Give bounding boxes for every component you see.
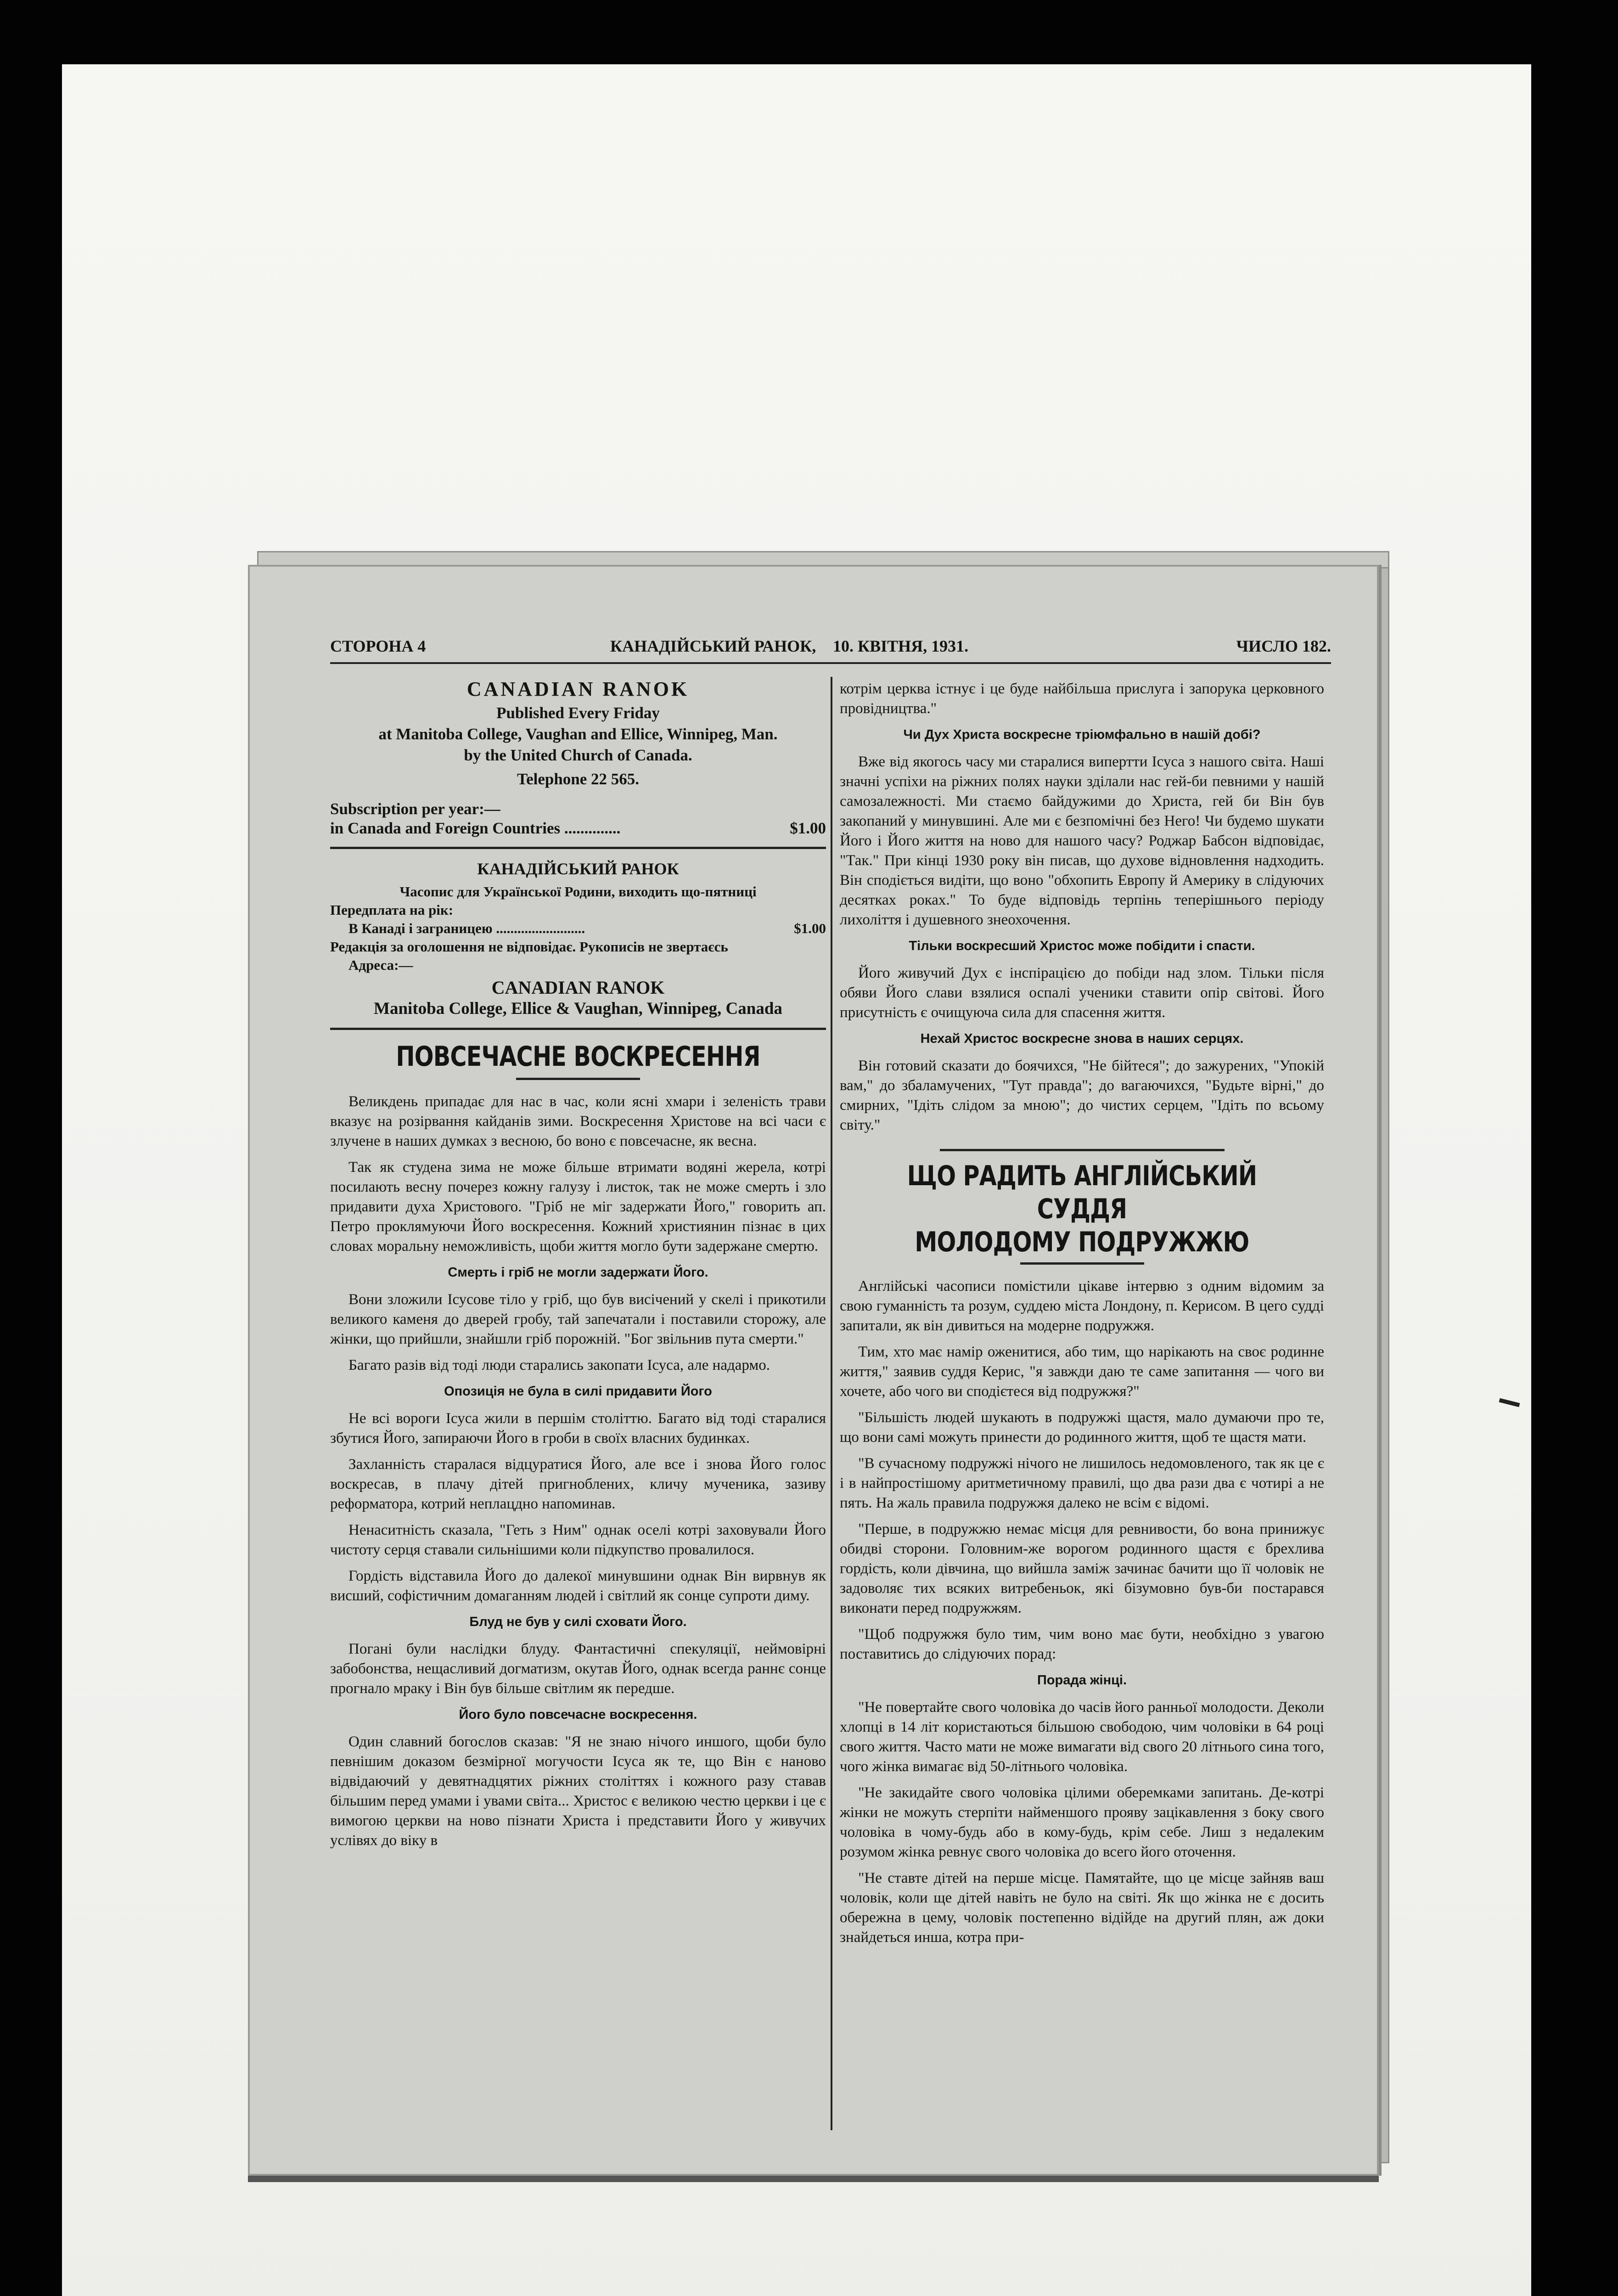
article2-headline-rule	[1020, 1262, 1144, 1265]
ua-note: Редакція за оголошення не відповідає. Рукописів не звертаєсь	[330, 939, 728, 955]
masthead-rule	[330, 847, 826, 849]
masthead-address: at Manitoba College, Vaughan and Ellice, Winnipeg, Man.	[378, 725, 778, 743]
ua-prepay-row	[330, 919, 826, 938]
ua-masthead-rule	[330, 1028, 826, 1030]
paper-name: КАНАДІЙСЬКИЙ РАНОК,	[610, 637, 816, 655]
article1-paragraph: Багато разів від тоді люди старались закопати Ісуса, але надармо.	[348, 1357, 770, 1373]
article1-paragraph: Один славний богослов сказав: "Я не знаю нічого иншого, щоби було певнішим доказом безмірної могучости Ісуса як те, що Він є наново відвідаючий у девятнадцятих ріжних століттях і кожного разу ставав більшим перед умами і увами світа... Христос є великою честю церкви і це є вимогою церкви на ново пізнати Христа і представити Його у живучих услівях до віку в	[330, 1733, 826, 1849]
article2-headline-line1: ЩО РАДИТЬ АНГЛІЙСЬКИЙ СУДДЯ	[907, 1160, 1257, 1225]
subscription-label: Subscription per year:—	[330, 800, 500, 818]
article1-continued-paragraph: котрім церква істнує і це буде найбільша прислуга і запорука церковного провідництва."	[840, 681, 1324, 717]
article1-paragraph: Ненаситність сказала, "Геть з Ним" однак оселі котрі заховували Його чистоту серця ставали сильнішими коли підкупство провалилося.	[330, 1522, 826, 1558]
ua-masthead-title: КАНАДІЙСЬКИЙ РАНОК	[477, 860, 679, 878]
article1-continued-paragraph: Він готовий сказати до боячихся, "Не бійтеся"; до зажурених, "Упокій вам," до збаламучених, "Тут правда"; до вагаючихся, "Будьте вірні," до смирних, "Ідіть слідом за мною"; до чистих серцем, "Ідіть по всьому світу."	[840, 1058, 1324, 1133]
article1-paragraph: Великдень припадає для нас в час, коли ясні хмари і зеленість трави вказує на розірвання кайданів зими. Воскресення Христове на всі часи є злучене в наших думках з весною, бо воно є повсечасне, як весна.	[330, 1093, 826, 1149]
column-divider	[831, 677, 832, 2130]
scan-mark	[1499, 1398, 1520, 1407]
article2-paragraph: "Не ставте дітей на перше місце. Памятайте, що це місце зайняв ваш чоловік, коли ще дітей навіть не було на світі. Як що жінка не є досить обережна в цему, чоловік постепенно відійде на другий плян, аж доки знайдеться инша, котра при-	[840, 1870, 1324, 1946]
right-column	[840, 679, 1324, 1954]
masthead-title: CANADIAN RANOK	[466, 678, 690, 700]
article1-continued-subhead: Тільки воскресший Христос може побідити і спасти.	[909, 939, 1255, 953]
article2-paragraph: "Не повертайте свого чоловіка до часів його ранньої молодости. Деколи хлопці в 14 літ користаються більшою свободою, чим чоловіки в 64 році свого життя. Часто мати не може вимагати від свого 20 літнього сина того, чого жінка вимагає від 50-літнього чоловіка.	[840, 1699, 1324, 1775]
masthead-telephone: Telephone 22 565.	[517, 770, 640, 788]
left-column	[330, 679, 826, 1857]
article1-subhead: Опозиція не була в силі придавити Його	[444, 1384, 712, 1399]
article1-subhead: Блуд не був у силі сховати Його.	[469, 1615, 687, 1629]
article1-continued-paragraph: Його живучий Дух є інспірацією до побіди над злом. Тільки після обяви Його слави взялися оспалі ученики ставити опір світові. Його присутність є очищуюча сила для спасення життя.	[840, 965, 1324, 1021]
ua-prepay-text: В Канаді і заграницею .........................	[348, 920, 585, 936]
article1-paragraph: Не всі вороги Ісуса жили в першім століттю. Багато від тоді старалися збутися Його, запираючи Його в гроби в своїх власних будинках.	[330, 1410, 826, 1446]
newspaper-page	[248, 565, 1379, 2176]
subscription-row	[330, 818, 826, 838]
article1-paragraph: Гордість відставила Його до далекої минувшини однак Він вирвнув як висший, софістичним домаганням людей і світлий як сонце супроти диму.	[330, 1568, 826, 1604]
article1-paragraph: Вони зложили Ісусове тіло у гріб, що був висічений у скелі і прикотили великого каменя до дверей гробу, тай запечатали і поставили сторожу, але жінки, що прийшли, знайшли гріб порожній. "Бог звільнив пута смерти."	[330, 1291, 826, 1347]
article2-paragraph: Англійські часописи помістили цікаве інтервю з одним відомим за свою гуманність та розум, суддею міста Лондону, п. Керисом. В цего судді запитали, як він дивиться на модерне подружжя.	[840, 1278, 1324, 1334]
running-head	[330, 636, 1331, 659]
article2-paragraph: "Щоб подружжя було тим, чим воно має бути, необхідно з увагою поставитись до слідуючих порад:	[840, 1626, 1324, 1662]
subscription-price: $1.00	[790, 819, 826, 837]
ua-address-label: Адреса:—	[348, 957, 413, 973]
masthead-church: by the United Church of Canada.	[464, 746, 692, 764]
masthead-published: Published Every Friday	[496, 704, 660, 722]
ua-tagline: Часопис для Української Родини, виходить що-пятниці	[399, 884, 757, 900]
article2-paragraph: "Перше, в подружжю немає місця для ревнивости, бо вона принижує обидві сторони. Головним-же ворогом родинного щастя є брехлива гордість, коли дівчина, що вийшла заміж зачинає бачити що її чоловік не задоволяє тих всяких витребеньок, які бізумовно був-би постарався виконати перед подружжям.	[840, 1521, 1324, 1616]
article2-paragraph: "В сучасному подружжі нічого не лишилось недомовленого, так як це є і в найпростішому аритметичному правилі, що два рази два є чотирі а не пять. На жаль правила подружжя далеко не всім є відомі.	[840, 1455, 1324, 1511]
ua-address-line: Manitoba College, Ellice & Vaughan, Winnipeg, Canada	[374, 999, 782, 1018]
article1-paragraph: Так як студена зима не може більше втримати водяні жерела, котрі посилають весну почерез кожну галузу і листок, так не може смерть і зло придавити духа Христового. "Гріб не міг задержати Його," говорить ап. Петро проклямуючи Його воскресення. Кожний християнин пізнає в цих словах моральну неможливість, щоби життя могло бути задержане смертю.	[330, 1159, 826, 1255]
ua-prepay-label: Передплата на рік:	[330, 902, 454, 918]
article2-paragraph: "Не закидайте свого чоловіка цілими оберемками запитань. Де-котрі жінки не можуть стерпіти найменшого прояву зацікавлення з боку свого чоловіка в чому-будь або в кому-будь, крім себе. Лиш з недалеким розумом жінка ревнує свого чоловіка до всего його оточення.	[840, 1784, 1324, 1860]
article1-continued-paragraph: Вже від якогось часу ми старалися випертти Ісуса з нашого світа. Наші значні успіхи на ріжних полях науки зділали нас гей-би певними у нашій самозалежності. Ми стаємо байдужими до Христа, гей би Він був закопаний у минувшині. Але ми є безпомічні без Него! Чи будемо шукати Його і Його життя на ново для нашого часу? Роджар Бабсон відповідає, "Так." При кінці 1930 року він писав, що духове відновлення надходить. Він сподіється видіти, що воно "обхопить Европу й Америку в слідуючих десятках роках." То буде відповідь терпінь теперішнього періоду лихоліття і душевного знеохочення.	[840, 754, 1324, 928]
subscription-text: in Canada and Foreign Countries ..............	[330, 819, 621, 837]
article2-paragraph: "Більшість людей шукають в подружжі щастя, мало думаючи про те, що вони самі можуть принести до родинного життя, щоб те щастя мати.	[840, 1409, 1324, 1446]
issue-number: ЧИСЛО 182.	[1236, 637, 1331, 655]
article1-headline: ПОВСЕЧАСНЕ ВОСКРЕСЕННЯ	[396, 1041, 760, 1073]
article1-continued-subhead: Нехай Христос воскресне знова в наших серцях.	[920, 1031, 1244, 1046]
page-label: СТОРОНА 4	[330, 637, 426, 655]
ua-address-title: CANADIAN RANOK	[491, 977, 665, 998]
article1-paragraph: Погані були наслідки блуду. Фантастичні спекуляції, неймовірні забобонства, нещасливий догматизм, окутав Його, однак всегда раннє сонце прогнало мраку і Він був більше світлим як передше.	[330, 1641, 826, 1697]
article2-paragraph: Тим, хто має намір оженитися, або тим, що нарікають на своє родинне життя," заявив суддя Керис, "я завжди даю те саме запитання — чого ви хочете, або чого ви сподієтеся від подружжя?"	[840, 1344, 1324, 1400]
issue-date: 10. КВІТНЯ, 1931.	[833, 637, 969, 655]
article2-headline-line2: МОЛОДОМУ ПОДРУЖЖЮ	[915, 1226, 1249, 1258]
article1-continued-subhead: Чи Дух Христа воскресне тріюмфально в нашій добі?	[903, 727, 1261, 742]
article1-headline-rule	[516, 1078, 640, 1080]
article2-subhead: Порада жінці.	[1037, 1673, 1127, 1688]
ua-prepay-price: $1.00	[794, 920, 826, 936]
head-rule	[330, 662, 1331, 664]
article-separator	[940, 1149, 1225, 1151]
article1-subhead: Його було повсечасне воскресення.	[459, 1707, 697, 1722]
article1-paragraph: Захланність старалася відцуратися Його, але все і знова Його голос воскресав, в плачу дітей пригноблених, кличу мученика, зазиву реформатора, котрий неплацдно напоминав.	[330, 1456, 826, 1512]
article1-subhead: Смерть і гріб не могли задержати Його.	[448, 1265, 708, 1280]
